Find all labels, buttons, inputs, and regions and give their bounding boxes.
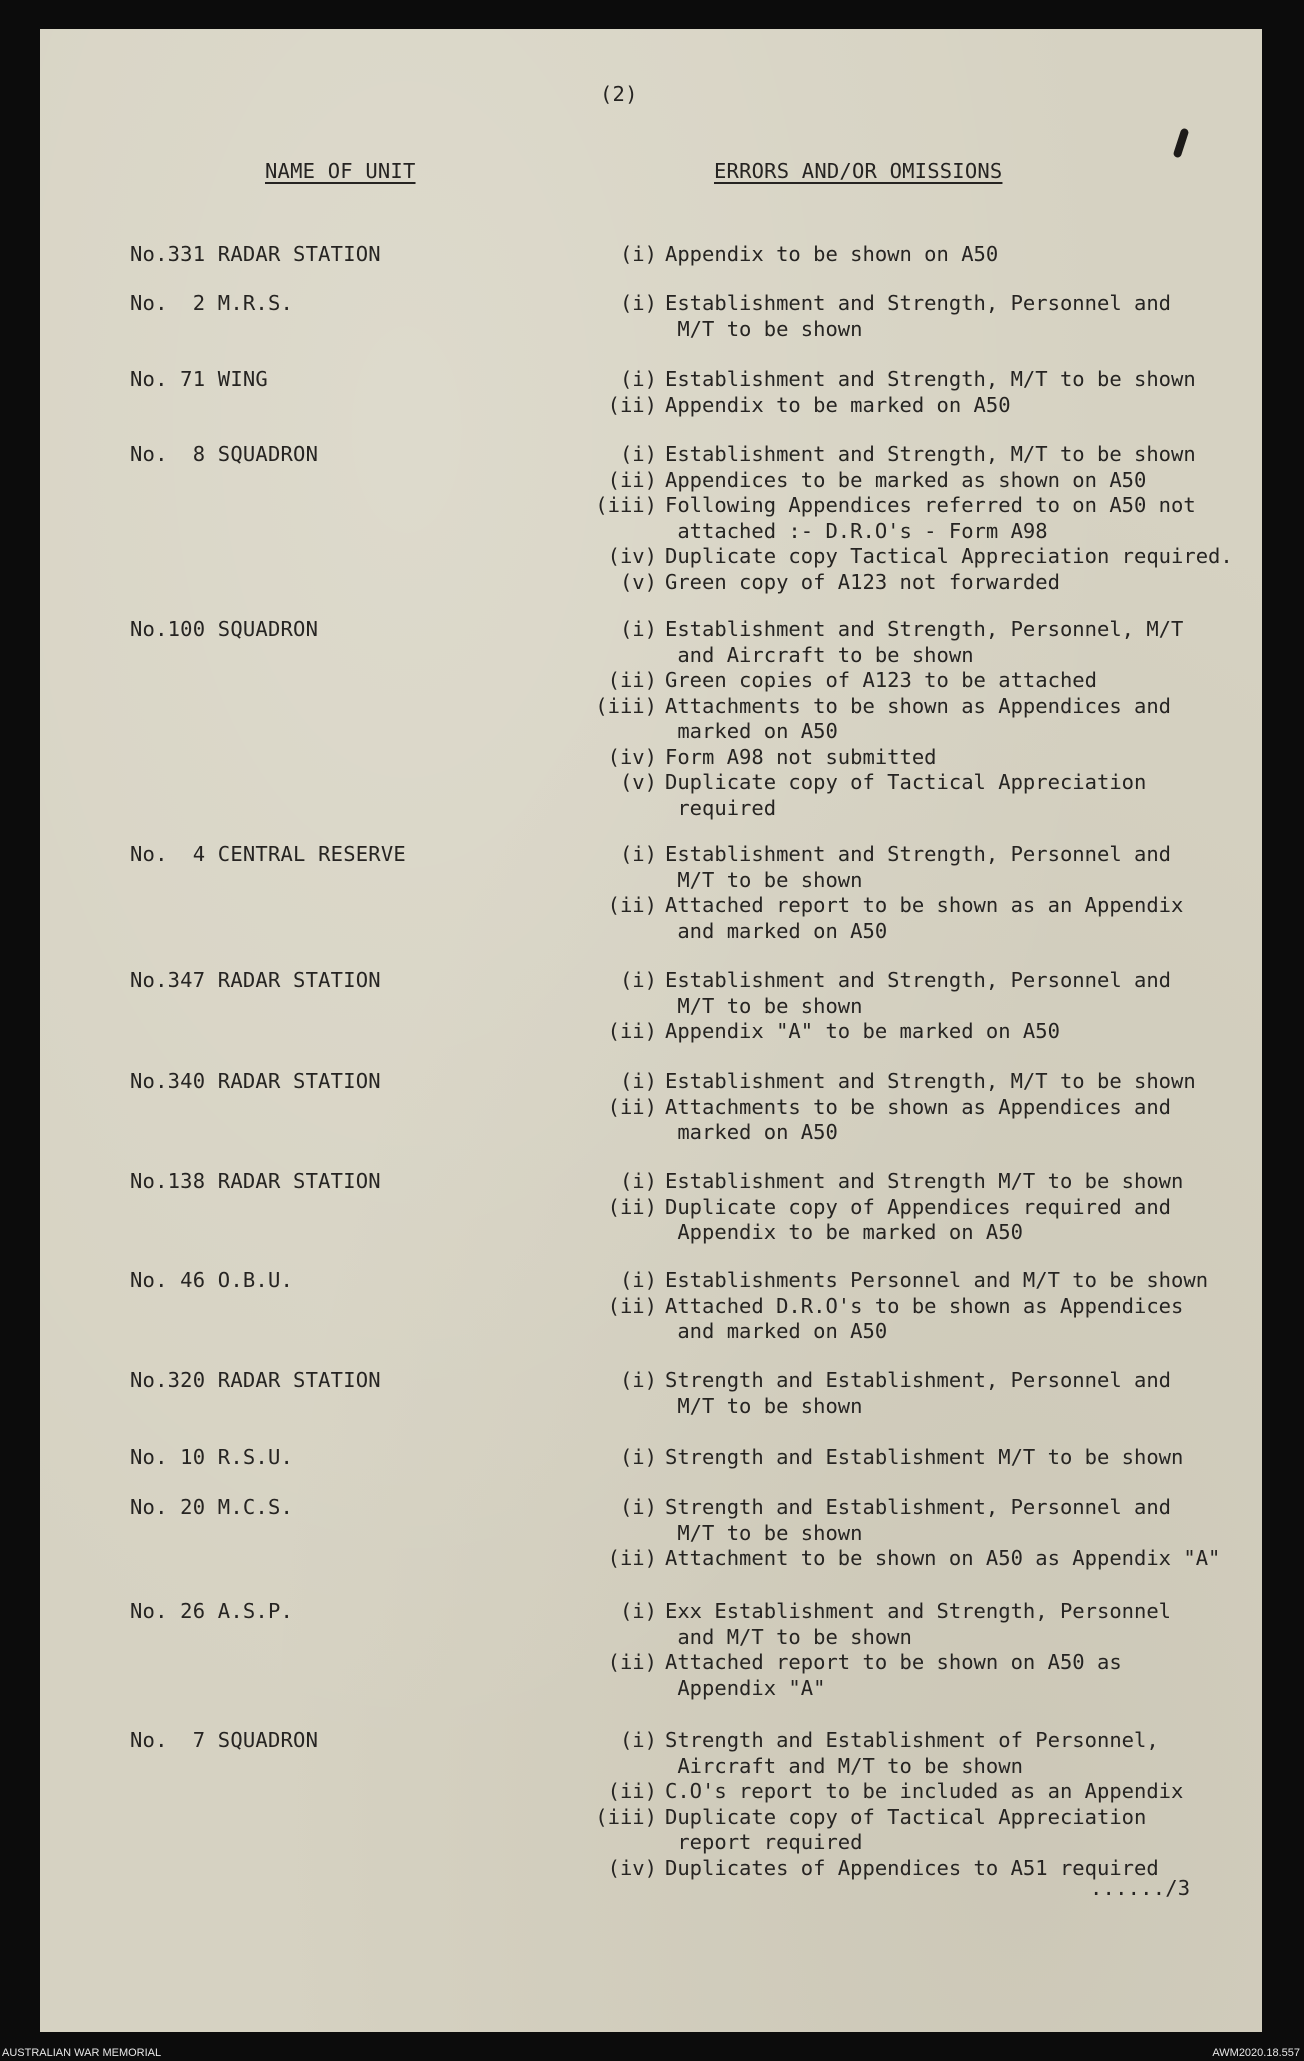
unit-name: No.320 RADAR STATION (130, 1368, 381, 1392)
error-item-text: Green copies of A123 to be attached (665, 668, 1097, 692)
error-item (573, 570, 1060, 596)
error-item-number: (ii) (607, 1019, 657, 1043)
error-item (573, 1546, 1220, 1572)
error-item-text: Duplicate copy of Tactical Appreciation report required (665, 1804, 1147, 1854)
error-item-text: Strength and Establishment M/T to be shown (665, 1445, 1184, 1469)
error-item (573, 617, 1183, 668)
error-item-number: (i) (619, 1368, 657, 1392)
error-item-number: (iv) (607, 744, 657, 769)
errors-column-header: ERRORS AND/OR OMISSIONS (714, 159, 1003, 183)
error-item-text: Strength and Establishment, Personnel and M/T to be shown (665, 1495, 1172, 1545)
unit-name: No. 10 R.S.U. (130, 1445, 294, 1469)
error-item-text: Form A98 not submitted (665, 744, 937, 769)
unit-name: No. 20 M.C.S. (130, 1495, 294, 1519)
error-item (573, 668, 1097, 694)
error-item-number: (i) (619, 1445, 657, 1469)
error-item (573, 1650, 1122, 1701)
unit-name: No.138 RADAR STATION (130, 1169, 381, 1193)
error-item-text: Attached report to be shown on A50 as Appendix "A" (665, 1650, 1122, 1700)
error-item (573, 1495, 1171, 1546)
error-item-text: Appendices to be marked as shown on A50 (665, 467, 1147, 492)
error-item (573, 442, 1196, 468)
error-item-number: (ii) (607, 467, 657, 492)
error-item-text: Duplicate copy of Appendices required and Appendix to be marked on A50 (665, 1194, 1172, 1244)
error-item-text: Duplicates of Appendices to A51 required (665, 1855, 1159, 1880)
error-item-text: Green copy of A123 not forwarded (665, 569, 1060, 594)
error-item-number: (i) (619, 1599, 657, 1623)
error-item-number: (iv) (607, 544, 657, 568)
document-page (40, 29, 1262, 2032)
error-item-text: Strength and Establishment, Personnel and M/T to be shown (665, 1368, 1172, 1418)
error-item (573, 468, 1146, 494)
error-item-number: (v) (619, 770, 657, 794)
error-item-number: (ii) (607, 1194, 657, 1219)
error-item (573, 770, 1146, 821)
error-item-number: (ii) (607, 1293, 657, 1318)
error-item-text: Establishment and Strength, Personnel and M/T to be shown (665, 968, 1172, 1018)
error-item-number: (iv) (607, 1855, 657, 1880)
error-item (573, 1599, 1171, 1650)
error-item (573, 493, 1196, 544)
error-item-text: Duplicate copy Tactical Appreciation required. (665, 544, 1233, 568)
unit-name: No. 71 WING (130, 367, 268, 391)
error-item (573, 544, 1233, 570)
error-item (573, 1195, 1171, 1246)
footer-institution: AUSTRALIAN WAR MEMORIAL (2, 2047, 162, 2059)
error-item (573, 1728, 1159, 1779)
error-item-number: (i) (619, 242, 657, 266)
error-item-number: (i) (619, 442, 657, 466)
error-item-number: (iii) (595, 1804, 657, 1829)
unit-name: No. 4 CENTRAL RESERVE (130, 842, 406, 866)
error-item (573, 745, 937, 771)
error-item (573, 1856, 1159, 1882)
error-item-text: Strength and Establishment of Personnel, Aircraft and M/T to be shown (665, 1728, 1159, 1778)
error-item-text: Establishment and Strength, M/T to be shown (665, 367, 1196, 391)
error-item (573, 1294, 1183, 1345)
unit-name: No. 7 SQUADRON (130, 1728, 319, 1752)
unit-name: No. 46 O.B.U. (130, 1268, 294, 1292)
error-item (573, 1069, 1196, 1095)
page-number: (2) (600, 82, 638, 106)
error-item (573, 893, 1183, 944)
error-item-number: (i) (619, 1495, 657, 1519)
error-item (573, 1268, 1208, 1294)
error-item-number: (i) (619, 1069, 657, 1093)
unit-column-header: NAME OF UNIT (265, 159, 416, 183)
error-item (573, 367, 1196, 393)
error-item (573, 842, 1171, 893)
error-item (573, 1095, 1171, 1146)
error-item-text: Attachment to be shown on A50 as Appendix "A" (665, 1546, 1221, 1570)
error-item-text: Establishment and Strength, Personnel and M/T to be shown (665, 291, 1172, 341)
error-item-text: Establishment and Strength, M/T to be shown (665, 442, 1196, 466)
error-item-number: (i) (619, 1728, 657, 1752)
error-item (573, 1019, 1060, 1045)
error-item-number: (i) (619, 617, 657, 641)
unit-name: No. 2 M.R.S. (130, 291, 294, 315)
error-item (573, 291, 1171, 342)
unit-name: No.340 RADAR STATION (130, 1069, 381, 1093)
error-item-number: (ii) (607, 1546, 657, 1570)
ink-mark (1173, 127, 1190, 158)
error-item-text: Attached report to be shown as an Appendix and marked on A50 (665, 893, 1184, 943)
unit-name: No. 8 SQUADRON (130, 442, 319, 466)
error-item-text: Appendix to be shown on A50 (665, 242, 999, 266)
error-item (573, 1445, 1183, 1471)
error-item-number: (i) (619, 968, 657, 992)
error-item-number: (i) (619, 1169, 657, 1193)
continuation-marker: ....../3 (1090, 1876, 1191, 1900)
error-item (573, 1169, 1183, 1195)
error-item-number: (ii) (607, 392, 657, 417)
error-item-number: (iii) (595, 693, 657, 718)
error-item-text: Establishment and Strength, M/T to be shown (665, 1069, 1196, 1093)
error-item-text: Attached D.R.O's to be shown as Appendices and marked on A50 (665, 1293, 1184, 1343)
error-item-number: (ii) (607, 1779, 657, 1803)
error-item (573, 968, 1171, 1019)
unit-name: No.331 RADAR STATION (130, 242, 381, 266)
error-item-number: (ii) (607, 668, 657, 692)
error-item-text: Attachments to be shown as Appendices and marked on A50 (665, 1094, 1172, 1144)
footer-accession-number: AWM2020.18.557 (1212, 2047, 1300, 2059)
error-item-text: Establishments Personnel and M/T to be shown (665, 1268, 1209, 1292)
error-item-text: Establishment and Strength, Personnel and M/T to be shown (665, 842, 1172, 892)
error-item-number: (i) (619, 1268, 657, 1292)
error-item-text: Exx Establishment and Strength, Personnel and M/T to be shown (665, 1599, 1172, 1649)
error-item-number: (i) (619, 367, 657, 391)
error-item-number: (i) (619, 842, 657, 866)
error-item (573, 1805, 1146, 1856)
error-item-text: Appendix "A" to be marked on A50 (665, 1019, 1060, 1043)
error-item (573, 393, 1011, 419)
error-item-text: Following Appendices referred to on A50 not attached :- D.R.O's - Form A98 (665, 493, 1196, 543)
error-item (573, 242, 998, 268)
error-item-number: (v) (619, 569, 657, 594)
error-item-number: (i) (619, 291, 657, 315)
unit-name: No.100 SQUADRON (130, 617, 319, 641)
error-item-text: C.O's report to be included as an Appendix (665, 1779, 1184, 1803)
error-item-number: (ii) (607, 1094, 657, 1119)
error-item-number: (iii) (595, 493, 657, 517)
unit-name: No. 26 A.S.P. (130, 1599, 294, 1623)
error-item-text: Establishment and Strength, Personnel, M/T and Aircraft to be shown (665, 617, 1184, 667)
error-item (573, 1779, 1183, 1805)
error-item-text: Appendix to be marked on A50 (665, 392, 1011, 417)
error-item-text: Attachments to be shown as Appendices and marked on A50 (665, 693, 1172, 743)
error-item-number: (ii) (607, 1650, 657, 1674)
unit-name: No.347 RADAR STATION (130, 968, 381, 992)
error-item-text: Duplicate copy of Tactical Appreciation required (665, 770, 1147, 820)
error-item-number: (ii) (607, 893, 657, 917)
error-item (573, 694, 1171, 745)
error-item (573, 1368, 1171, 1419)
error-item-text: Establishment and Strength M/T to be shown (665, 1169, 1184, 1193)
